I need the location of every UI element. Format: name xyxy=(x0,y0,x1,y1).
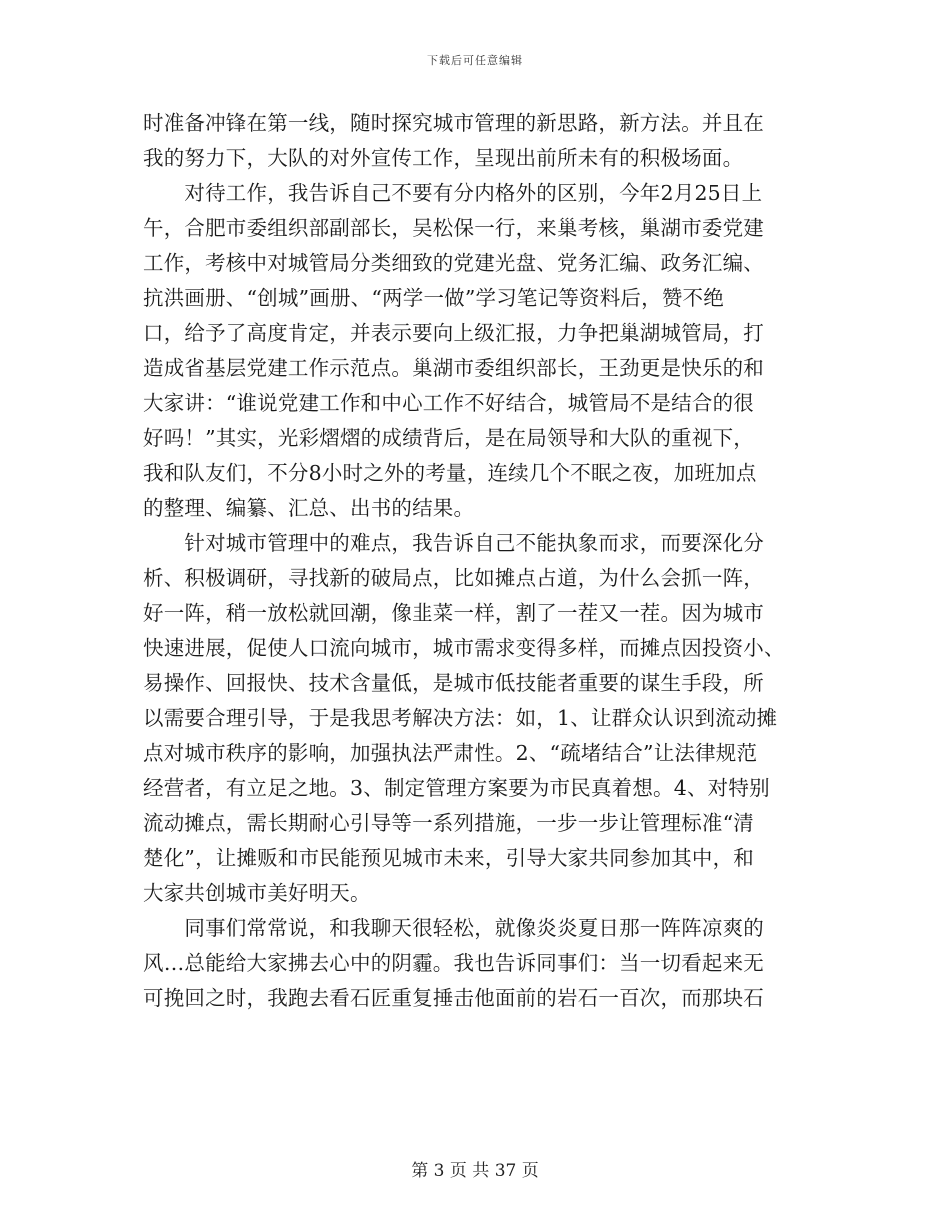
text-line: 楚化”，让摊贩和市民能预见城市未来，引导大家共同参加其中，和 xyxy=(143,846,754,870)
page-number: 第 3 页 共 37 页 xyxy=(411,1161,539,1181)
text-line: 好一阵，稍一放松就回潮，像韭菜一样，割了一茬又一茬。因为城市 xyxy=(143,601,764,625)
text-line: 的整理、编纂、汇总、出书的结果。 xyxy=(143,496,475,520)
text-line: 快速进展，促使人口流向城市，城市需求变得多样，而摊点因投资小、 xyxy=(143,636,785,660)
page-header: 下载后可任意编辑 xyxy=(427,54,523,67)
text-line: 时准备冲锋在第一线，随时探究城市管理的新思路，新方法。并且在 xyxy=(143,111,764,135)
text-line: 析、积极调研，寻找新的破局点，比如摊点占道，为什么会抓一阵， xyxy=(143,566,764,590)
text-line: 以需要合理引导，于是我思考解决方法：如，1、让群众认识到流动摊 xyxy=(143,706,778,730)
text-line: 点对城市秩序的影响，加强执法严肃性。2、“疏堵结合”让法律规范 xyxy=(143,741,758,765)
text-line: 工作，考核中对城管局分类细致的党建光盘、党务汇编、政务汇编、 xyxy=(143,251,764,275)
text-line: 大家共创城市美好明天。 xyxy=(143,881,371,905)
text-line: 流动摊点，需长期耐心引导等一系列措施，一步一步让管理标准“清 xyxy=(143,811,754,835)
text-line: 对待工作，我告诉自己不要有分内格外的区别，今年2月25日上 xyxy=(143,181,763,205)
text-line: 风…总能给大家拂去心中的阴霾。我也告诉同事们：当一切看起来无 xyxy=(143,951,764,975)
text-line: 可挽回之时，我跑去看石匠重复捶击他面前的岩石一百次，而那块石 xyxy=(143,986,764,1010)
text-line: 抗洪画册、“创城”画册、“两学一做”学习笔记等资料后，赞不绝 xyxy=(143,286,724,310)
text-line: 我的努力下，大队的对外宣传工作，呈现出前所未有的积极场面。 xyxy=(143,146,744,170)
text-line: 针对城市管理中的难点，我告诉自己不能执象而求，而要深化分 xyxy=(143,531,764,555)
text-line: 口，给予了高度肯定，并表示要向上级汇报，力争把巢湖城管局，打 xyxy=(143,321,764,345)
text-line: 造成省基层党建工作示范点。巢湖市委组织部长，王劲更是快乐的和 xyxy=(143,356,764,380)
text-line: 经营者，有立足之地。3、制定管理方案要为市民真着想。4、对特别 xyxy=(143,776,770,800)
text-line: 易操作、回报快、技术含量低，是城市低技能者重要的谋生手段，所 xyxy=(143,671,764,695)
text-line: 我和队友们，不分8小时之外的考量，连续几个不眠之夜，加班加点 xyxy=(143,461,757,485)
text-line: 午，合肥市委组织部副部长，吴松保一行，来巢考核，巢湖市委党建 xyxy=(143,216,764,240)
text-line: 大家讲：“谁说党建工作和中心工作不好结合，城管局不是结合的很 xyxy=(143,391,754,415)
document-body xyxy=(143,106,808,1016)
text-line: 好吗！”其实，光彩熠熠的成绩背后，是在局领导和大队的重视下， xyxy=(143,426,754,450)
text-line: 同事们常常说，和我聊天很轻松，就像炎炎夏日那一阵阵凉爽的 xyxy=(143,916,764,940)
